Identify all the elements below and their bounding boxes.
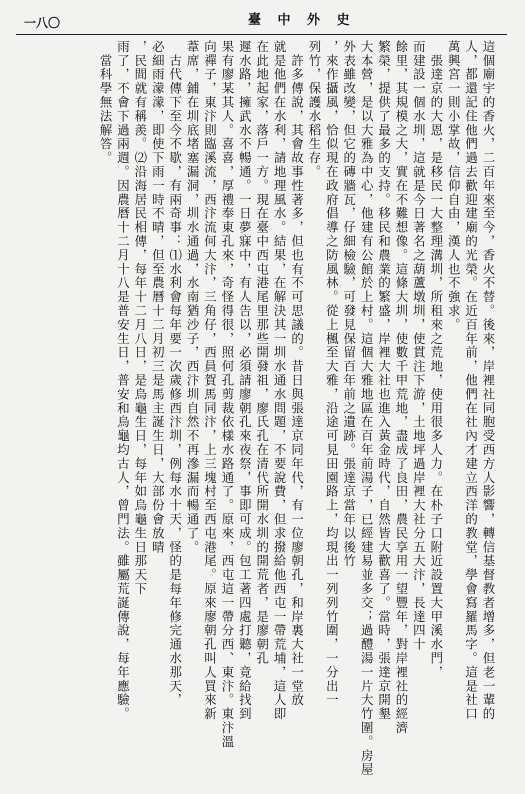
running-title: 臺 中 外 史 xyxy=(248,13,356,28)
header-rule xyxy=(16,34,507,35)
text-column: 人，都還記住他們過去歡迎建廟的光榮。在近百年前，他們在社內才建立西洋的教堂，學會寫羅馬字。這是社口 xyxy=(463,40,479,722)
text-column: 雨了，不會下過兩週。因農曆十二月十八是普安生日，普安和烏龜均古人，曾門法。雖屬荒誕傳說，每年應驗。 xyxy=(115,40,131,722)
body-text xyxy=(7,40,497,780)
text-column: 必細雨濛濛，即使下雨一時不晴，但至農曆十二月初三是馬主誕生日，大部份會放晴 xyxy=(150,40,166,555)
text-column: 在此地起家，落戶一方。現在臺中西屯港尾里那些開發祖，廖氏孔在清代所開水圳的開荒者，是廖朝孔 xyxy=(254,40,270,666)
text-column: 外表雖改變，但它的磚牆瓦，仔細檢驗，可發見保留百年前之遺跡。張達京當年以後竹 xyxy=(341,40,357,569)
text-column: 大本營，是以大雅為中心，他建有公館於上村。這個大雅地區在百年前湯子，已經建易並多交；過醴湯一片大竹圍。房屋 xyxy=(359,40,375,777)
text-column: 葦席，鋪在圳底堵塞漏洞，圳水通過，水南猶沙子，西汴圳自然不再滲漏而暢通了。 xyxy=(185,40,201,555)
text-column: 餘里，其規模之大，實在不難想像。這條大圳，使數千甲荒地，盡成了良田，農民享用一望豐年，對岸裡社的經濟 xyxy=(393,40,409,735)
text-column: 遲水路，擁武水不暢通。一日夢寐中，有人告以，必須請廖朝孔來夜祭，事即可成。包工著四處打聽，竟給找到 xyxy=(237,40,253,722)
text-column: ，民間就有稱羨。⑵沿海居民相傳，每年十二月八日，是烏龜生日，每年如烏龜生日那天下 xyxy=(132,40,148,596)
text-column: 就是他們在水利，請地理風水。結果，在解決其一圳水通水問題，不要說費，但求撥給他西屯一帶荒埔，這人即 xyxy=(272,40,288,722)
text-column: 向禪子，東汴則臨溪流，西汴流何大汴，三角仔，西員賀馬同汴，上三塊村至西屯港尾。原來廖朝孔叫人買來新 xyxy=(202,40,218,722)
text-column: 張達京的大恩，是移民一大整理溝圳，所租來之荒地，使用很多人力。在朴子口附近設置大甲溪水門， xyxy=(428,40,444,680)
text-column: 果有廖某其人。喜喜，厚禮奉東孔來，奇怪得很，照何孔剪裁依樣水路通了。原來，西屯這一帶分西、東汴。東汴溫 xyxy=(219,40,235,749)
page-number: 一八〇 xyxy=(24,16,61,30)
text-column: 繁榮，提供了最多的支持。移民和農業的繁盛，岸裡大社也進入黃金時代，自然皆大歡喜了。當時，張達京開墾 xyxy=(376,40,392,722)
text-column: 古代傳下至今不歇，有兩奇事：⑴水利會每年要一次歲修西汴圳，例每水十天，怪的是每年修完通水那天， xyxy=(167,40,183,708)
text-column: 許多傳說，其會故事性著多，但也有不可思議的。昔日與張達京同年代，有一位廖朝孔，和岸裏大社一堂放 xyxy=(289,40,305,708)
text-column: 而建設一個水圳，這就是今日著名之葫蘆墩圳，使貫注下游，土地坪過岸裡大社分五大汴，長達四十 xyxy=(411,40,427,652)
text-column: 這個廟宇的香火，二百年來至今，香火不替。後來，岸裡社同胞受西方人影響，轉信基督教者增多，但老一輩的 xyxy=(481,40,496,722)
text-column: ，來作攝風，恰似現在政府倡導之防風林。從上楓至大雅，沿途可見田園路上，均現出一列列竹圍，一分出一 xyxy=(324,40,340,708)
text-column: 列竹，保護水稻生存。 xyxy=(306,40,322,179)
text-column: 萬興宮一則小掌故，信仰自由，漢人也不強求。 xyxy=(446,40,462,332)
text-column: 當科學無法解答。 xyxy=(98,40,114,166)
